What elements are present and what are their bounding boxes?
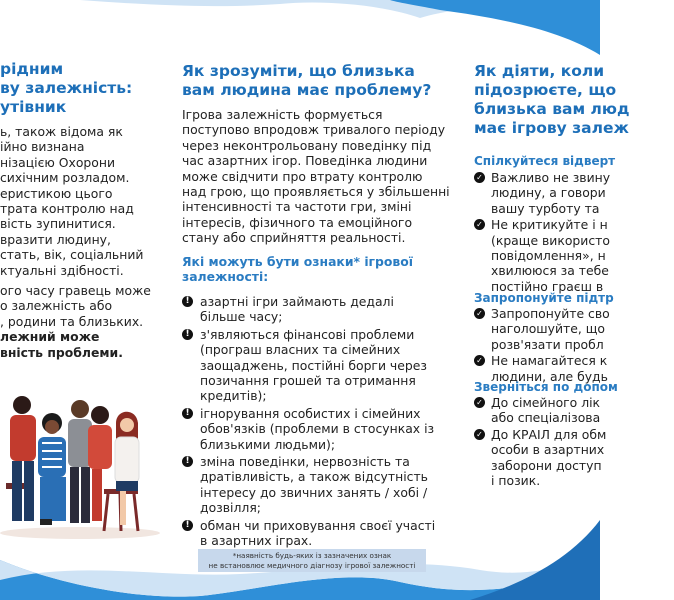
section-3-list xyxy=(474,395,674,489)
text-line: інтересів, фізичного та емоційного xyxy=(182,214,413,230)
text-line: ого часу гравець може xyxy=(0,283,151,298)
text-line: Запропонуйте сво xyxy=(491,306,610,321)
left-title xyxy=(0,60,165,117)
left-title-line: рідним xyxy=(0,60,64,78)
text-line: з'являються фінансові проблеми xyxy=(200,326,415,342)
text-line: (краще використо xyxy=(491,232,610,248)
section-1-list xyxy=(474,170,674,295)
text-line: еристикою цього xyxy=(0,185,113,201)
right-title xyxy=(474,62,630,138)
list-item xyxy=(474,217,674,294)
text-line: заощаджень, постійні борги через xyxy=(200,357,427,373)
text-line: наголошуйте, що xyxy=(491,321,605,337)
left-title-line: ву залежність: xyxy=(0,79,133,97)
text-line: інтенсивності та частоти гри, зміні xyxy=(182,199,412,215)
text-line: До КРАІЛ для обм xyxy=(491,426,607,442)
text-line: може свідчити про втрату контролю xyxy=(182,168,423,184)
text-line: дозвілля; xyxy=(200,500,261,516)
text-line: повідомлення», н xyxy=(491,248,606,264)
support-group-illustration xyxy=(0,383,160,543)
text-line: Ігрова залежність формується xyxy=(182,107,383,122)
footnote-line: *наявність будь-яких із зазначених ознак xyxy=(232,551,392,560)
text-line: обов'язків (проблеми в стосунках із xyxy=(200,421,435,437)
section-2-list xyxy=(474,306,674,385)
signs-title xyxy=(182,254,413,284)
text-line: вашу турботу та xyxy=(491,200,600,216)
middle-panel xyxy=(180,0,450,600)
list-item xyxy=(474,306,674,352)
check-circle-icon: ✓ xyxy=(474,172,485,183)
text-line: більше часу; xyxy=(200,309,283,325)
left-title-line: утівник xyxy=(0,98,67,116)
text-line: час азартних ігор. Поведінка людини xyxy=(182,153,428,169)
check-circle-icon: ✓ xyxy=(474,308,485,319)
text-line: обман чи приховування своєї участі xyxy=(200,517,436,533)
text-line: Не намагайтеся к xyxy=(491,353,608,369)
exclamation-circle-icon: ! xyxy=(182,329,193,340)
list-item xyxy=(182,517,436,549)
text-line: близькими людьми); xyxy=(200,436,336,452)
text-line: через неконтрольовану поведінку під xyxy=(182,137,432,153)
text-line-end: . xyxy=(118,344,123,360)
text-line: стану або сприйняття реальності. xyxy=(182,230,406,246)
text-line: ь, також відома як xyxy=(0,124,123,139)
right-title-line: Як діяти, коли xyxy=(474,62,605,80)
text-line: і позик. xyxy=(491,473,541,489)
text-line: інтересу до звичних занять / хобі / xyxy=(200,484,428,500)
text-line: трата контролю над xyxy=(0,201,134,217)
exclamation-circle-icon: ! xyxy=(182,408,193,419)
list-item xyxy=(182,454,428,516)
list-item xyxy=(182,326,427,404)
text-line: особи в азартних xyxy=(491,442,605,458)
middle-intro xyxy=(182,107,450,246)
check-circle-icon: ✓ xyxy=(474,397,485,408)
signs-list xyxy=(182,294,436,551)
text-line: в азартних іграх. xyxy=(200,533,313,549)
section-3-title: Зверніться по допом xyxy=(474,380,618,394)
check-circle-icon: ✓ xyxy=(474,219,485,230)
text-line: ігнорування особистих і сімейних xyxy=(200,405,421,421)
text-line: ктуальні здібності. xyxy=(0,262,124,278)
footnote xyxy=(198,549,426,572)
text-line: зміна поведінки, нервозність та xyxy=(200,454,410,470)
list-item xyxy=(182,294,410,325)
right-title-line: близька вам люд xyxy=(474,100,630,118)
right-title-line: має ігрову залеж xyxy=(474,119,629,137)
text-line-bold: лежний може xyxy=(0,329,100,345)
left-panel xyxy=(0,0,160,600)
exclamation-circle-icon: ! xyxy=(182,456,193,467)
text-line: над грою, що проявляється у збільшенні xyxy=(182,184,450,200)
text-line: вість зупинитися. xyxy=(0,216,116,232)
text-line: вразити людину, xyxy=(0,231,111,247)
text-line: розв'язати пробл xyxy=(491,336,604,352)
text-line: До сімейного лік xyxy=(491,395,601,410)
exclamation-circle-icon: ! xyxy=(182,296,193,307)
middle-title-line: вам людина має проблему? xyxy=(182,81,432,99)
text-line: стать, вік, соціальний xyxy=(0,247,144,263)
check-circle-icon: ✓ xyxy=(474,355,485,366)
check-circle-icon: ✓ xyxy=(474,429,485,440)
section-1-title: Спілкуйтеся відверт xyxy=(474,154,616,168)
text-line: людини, але будь xyxy=(491,368,608,384)
list-item xyxy=(474,427,674,489)
text-line: сихічним розладом. xyxy=(0,170,130,186)
list-item xyxy=(474,170,674,216)
left-paragraph-2 xyxy=(0,283,151,360)
text-line: дратівливість, а також відсутність xyxy=(200,469,428,485)
middle-title-line: Як зрозуміти, що близька xyxy=(182,62,415,80)
text-line: постійно граєш в xyxy=(491,278,604,294)
text-line-bold: вність проблеми xyxy=(0,344,119,360)
text-line: о залежність або xyxy=(0,298,113,314)
text-line: Важливо не звину xyxy=(491,170,611,185)
footnote-line: не встановлює медичного діагнозу ігрової залежності xyxy=(208,560,416,570)
text-line: заборони доступ xyxy=(491,457,602,473)
list-item xyxy=(182,405,435,452)
text-line: ійно визнана xyxy=(0,139,85,155)
signs-title-line: залежності: xyxy=(182,269,269,284)
text-line: , родини та близьких. xyxy=(0,313,144,329)
text-line: азартні ігри займають дедалі xyxy=(200,294,394,309)
signs-title-line: Які можуть бути ознаки* ігрової xyxy=(182,254,414,269)
text-line: нізацією Охорони xyxy=(0,154,116,170)
left-paragraph-1 xyxy=(0,124,143,278)
text-line: кредитів); xyxy=(200,388,267,404)
text-line: хвилююся за тебе xyxy=(491,263,609,279)
exclamation-circle-icon: ! xyxy=(182,520,193,531)
text-line: або спеціалізова xyxy=(491,410,601,426)
text-line: поступово впродовж тривалого періоду xyxy=(182,122,446,138)
middle-title xyxy=(182,62,432,100)
text-line: (програш власних та сімейних xyxy=(200,342,401,358)
text-line: позичання грошей та отримання xyxy=(200,373,416,389)
section-2-title: Запропонуйте підтр xyxy=(474,291,614,305)
right-title-line: підозрюєте, що xyxy=(474,81,617,99)
list-item xyxy=(474,395,674,426)
text-line: Не критикуйте і н xyxy=(491,217,608,233)
text-line: людину, а говори xyxy=(491,185,606,201)
right-panel xyxy=(470,0,630,600)
